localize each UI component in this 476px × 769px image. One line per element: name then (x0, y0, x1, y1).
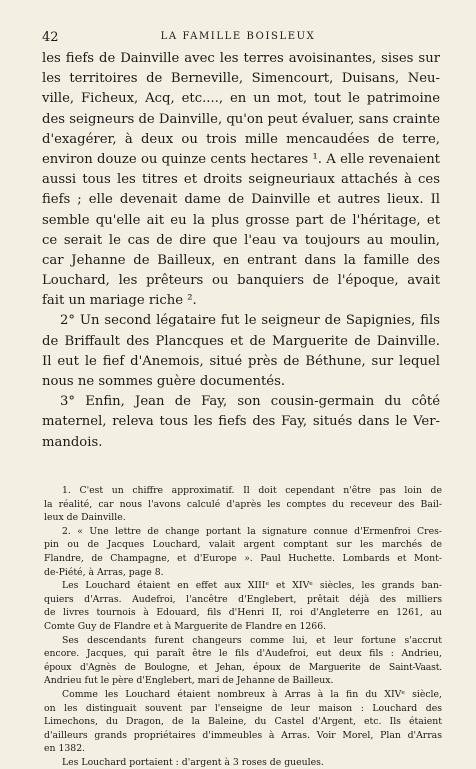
footnote-line: Andrieu fut le père d'Englebert, mari de Jehanne de Bailleux. (44, 675, 334, 687)
body-line: fait un mariage riche ². (42, 293, 197, 309)
body-line: les fiefs de Dainville avec les terres avoisinantes, sises sur (42, 51, 440, 66)
body-line: d'exagérer, à deux ou trois mille mencaudées de terre, (42, 131, 440, 147)
footnote-line: Comte Guy de Flandre et à Marguerite de Flandre en 1266. (44, 620, 327, 632)
body-line: car Jehanne de Bailleux, en entrant dans la famille des (42, 252, 440, 268)
body-line: les territoires de Berneville, Simencourt, Duisans, Neu- (42, 71, 440, 87)
body-line: ville, Ficheux, Acq, etc...., en un mot, tout le patrimoine (42, 91, 440, 107)
footnote-line: pin ou de Jacques Louchard, valait argent comptant sur les marchés de (44, 539, 442, 551)
footnote-line: 1. C'est un chiffre approximatif. Il doit cependant n'être pas loin de (62, 485, 442, 496)
footnote-line: de-Piété, à Arras, page 8. (44, 566, 164, 578)
body-line: ce serait le cas de dire que l'eau va toujours au moulin, (42, 232, 440, 248)
footnotes (44, 484, 442, 769)
body-line: nous ne sommes guère documentés. (42, 374, 286, 389)
footnote-line: Les Louchard étaient en effet aux XIIIᵉ et XIVᵉ siècles, les grands ban- (62, 580, 442, 592)
footnote-line: Les Louchard portaient : d'argent à 3 roses de gueules. (62, 756, 324, 768)
body-line: Il eut le fief d'Anemois, situé près de Béthune, sur lequel (42, 353, 440, 369)
body-line: Louchard, les prêteurs ou banquiers de l'époque, avait (42, 273, 440, 289)
body-line: de Briffault des Plancques et de Marguerite de Dainville. (42, 333, 440, 349)
footnote-line: on les distinguait souvent par l'enseigne de leur maison : Louchard des (44, 702, 442, 714)
footnote-line: leux de Dainville. (44, 512, 126, 524)
footnote-line: encore. Jacques, qui paraît être le fils d'Audefroi, eut deux fils : Andrieu, (44, 648, 442, 660)
page-number: 42 (42, 30, 59, 45)
body-line: mandois. (42, 434, 103, 450)
body-line: des seigneurs de Dainville, qu'on peut évaluer, sans crainte (42, 111, 440, 127)
body-line: 3° Enfin, Jean de Fay, son cousin-germain du côté (60, 394, 440, 410)
footnote-line: Ses descendants furent changeurs comme lui, et leur fortune s'accrut (62, 634, 442, 646)
page-header (0, 30, 476, 46)
body-line: fiefs ; elle devenait dame de Dainville et autres lieux. Il (42, 192, 440, 208)
body-line: 2° Un second légataire fut le seigneur de Sapignies, fils (60, 313, 440, 329)
footnote-line: de livres tournois à Edouard, fils d'Henri II, roi d'Angleterre en 1261, au (44, 607, 442, 619)
body-text (42, 49, 440, 453)
footnote-line: Comme les Louchard étaient nombreux à Arras à la fin du XIVᵉ siècle, (62, 688, 442, 700)
footnote-line: quiers d'Arras. Audefroi, l'ancêtre d'Englebert, prêtait déjà des milliers (44, 593, 442, 605)
body-line: maternel, releva tous les fiefs des Fay, situés dans le Ver- (42, 414, 440, 430)
running-title: LA FAMILLE BOISLEUX (160, 31, 316, 42)
footnote-line: époux d'Agnès de Boulogne, et Jehan, époux de Marguerite de Saint-Vaast. (44, 661, 442, 673)
footnote-line: Limechons, du Dragon, de la Baleine, du Castel d'Argent, etc. Ils étaient (44, 716, 442, 728)
footnote-line: la réalité, car nous l'avons calculé d'après les comptes du receveur des Bail- (44, 498, 442, 510)
body-line: semble qu'elle ait eu la plus grosse part de l'héritage, et (42, 212, 440, 228)
footnote-line: en 1382. (44, 743, 86, 755)
footnote-line: Flandre, de Champagne, et d'Europe ». Paul Huchette. Lombards et Mont- (44, 552, 442, 564)
body-line: aussi tous les titres et droits seigneuriaux attachés à ces (42, 172, 440, 188)
body-line: environ douze ou quinze cents hectares ¹. A elle revenaient (42, 151, 440, 167)
footnote-line: d'ailleurs grands propriétaires d'immeubles à Arras. Voir Morel, Plan d'Arras (44, 729, 442, 741)
footnote-line: 2. « Une lettre de change portant la signature connue d'Ermenfroi Cres- (62, 525, 442, 537)
